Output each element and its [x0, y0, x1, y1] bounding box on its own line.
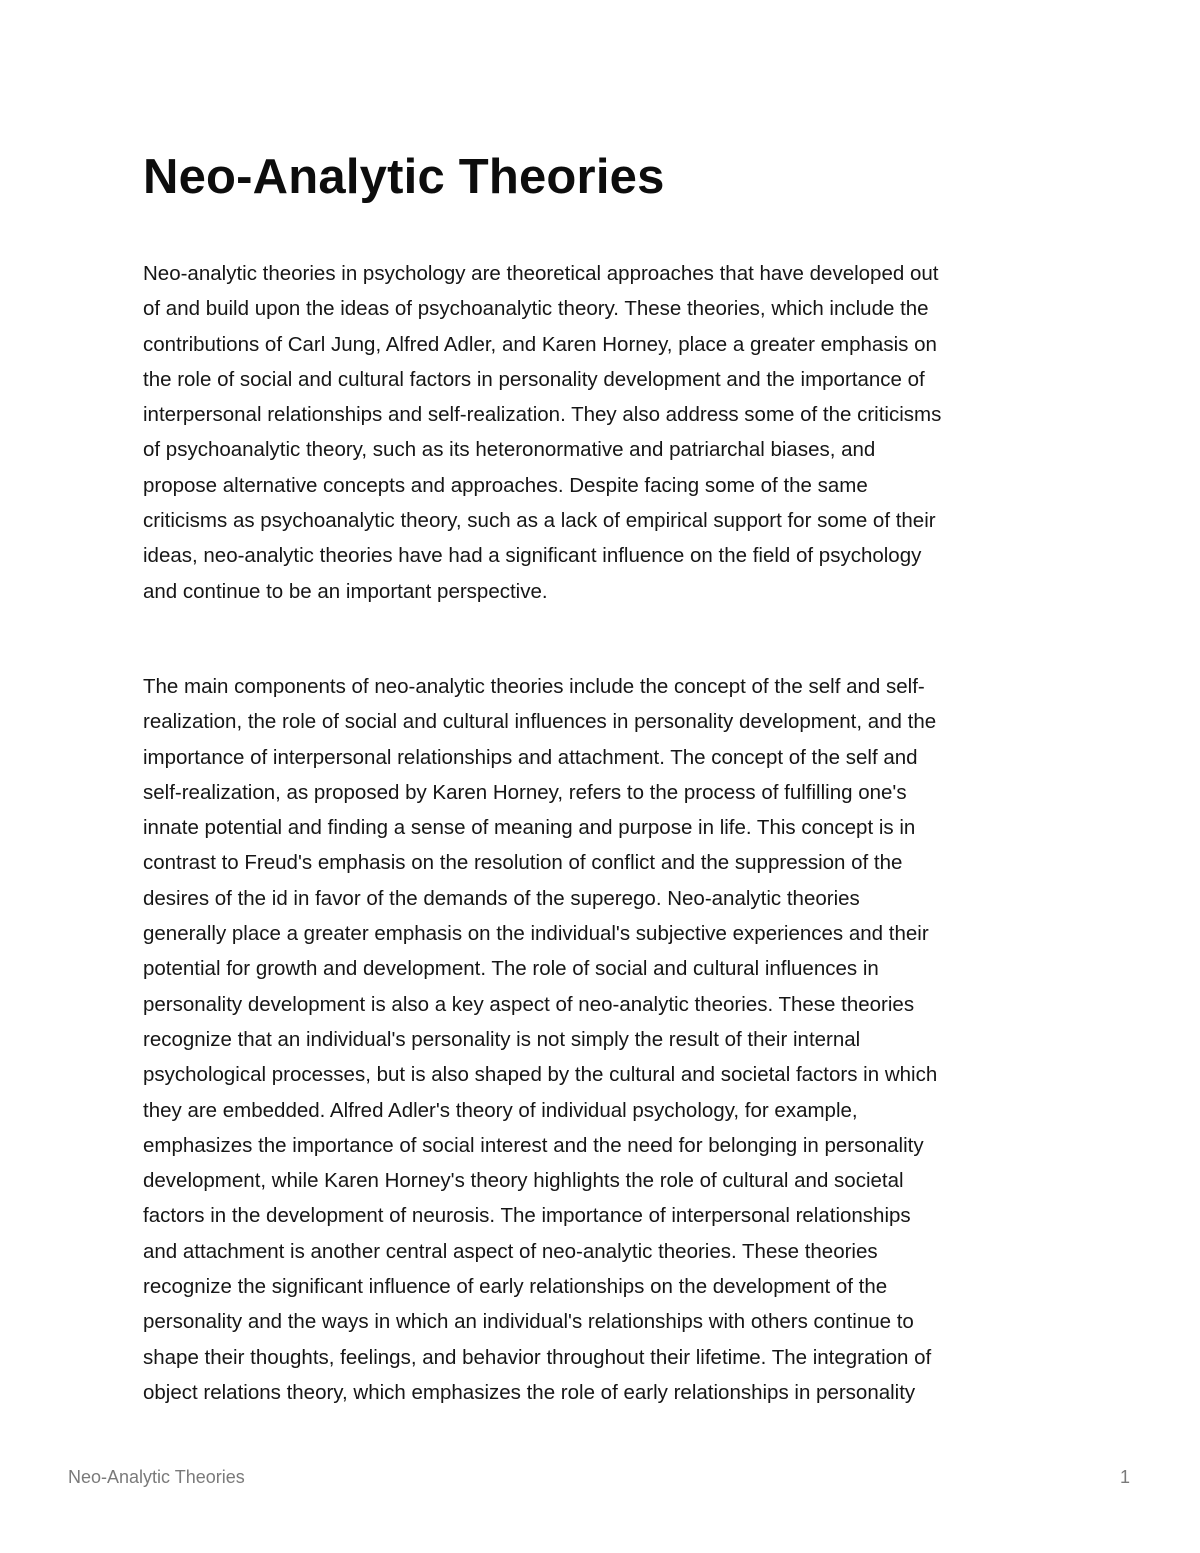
paragraph-line: object relations theory, which emphasizes the role of early relationships in personality [143, 1380, 916, 1404]
paragraph-line: criticisms as psychoanalytic theory, such as a lack of empirical support for some of their [143, 509, 936, 533]
paragraph-line: psychological processes, but is also shaped by the cultural and societal factors in which [143, 1063, 938, 1087]
paragraph-line: recognize the significant influence of early relationships on the development of the [143, 1275, 888, 1299]
paragraph-line: of psychoanalytic theory, such as its heteronormative and patriarchal biases, and [143, 438, 876, 462]
paragraph-line: contrast to Freud's emphasis on the resolution of conflict and the suppression of the [143, 851, 903, 875]
paragraph-line: realization, the role of social and cultural influences in personality development, and the [143, 710, 937, 734]
paragraph-line: personality development is also a key aspect of neo-analytic theories. These theories [143, 992, 915, 1016]
paragraph-line: factors in the development of neurosis. The importance of interpersonal relationships [143, 1204, 911, 1228]
paragraph-line: The main components of neo-analytic theories include the concept of the self and self- [143, 675, 925, 698]
paragraph-line: the role of social and cultural factors in personality development and the importance of [143, 367, 925, 391]
paragraph-line: emphasizes the importance of social interest and the need for belonging in personality [143, 1133, 924, 1157]
page-number: 1 [1119, 1467, 1130, 1487]
paragraph-line: contributions of Carl Jung, Alfred Adler, and Karen Horney, place a greater emphasis on [143, 332, 937, 356]
paragraph-line: development, while Karen Horney's theory highlights the role of cultural and societal [143, 1169, 904, 1193]
paragraph-line: self-realization, as proposed by Karen Horney, refers to the process of fulfilling one's [143, 780, 907, 804]
paragraph-line: of and build upon the ideas of psychoanalytic theory. These theories, which include the [143, 297, 929, 321]
paragraph-line: they are embedded. Alfred Adler's theory of individual psychology, for example, [143, 1098, 858, 1122]
paragraph-line: and continue to be an important perspective. [143, 579, 548, 603]
paragraph-line: interpersonal relationships and self-realization. They also address some of the criticisms [143, 403, 942, 427]
paragraph-line: innate potential and finding a sense of meaning and purpose in life. This concept is in [143, 816, 916, 840]
paragraph-line: shape their thoughts, feelings, and behavior throughout their lifetime. The integration of [143, 1345, 932, 1369]
page-title: Neo-Analytic Theories [143, 150, 665, 204]
paragraph-line: personality and the ways in which an individual's relationships with others continue to [143, 1310, 914, 1334]
footer-title: Neo-Analytic Theories [68, 1467, 245, 1487]
paragraph-line: propose alternative concepts and approaches. Despite facing some of the same [143, 473, 868, 497]
paragraph-line: recognize that an individual's personality is not simply the result of their internal [143, 1027, 861, 1051]
paragraph-line: importance of interpersonal relationships and attachment. The concept of the self and [143, 745, 918, 769]
paragraph-line: ideas, neo-analytic theories have had a significant influence on the field of psychology [143, 544, 922, 568]
paragraph-line: generally place a greater emphasis on the individual's subjective experiences and their [143, 922, 929, 946]
paragraph-intro [143, 256, 1073, 609]
paragraph-line: Neo-analytic theories in psychology are theoretical approaches that have developed out [143, 262, 939, 285]
paragraph-line: potential for growth and development. The role of social and cultural influences in [143, 957, 879, 981]
paragraph-line: and attachment is another central aspect of neo-analytic theories. These theories [143, 1239, 878, 1263]
paragraph-main-components [143, 669, 1073, 1410]
paragraph-line: desires of the id in favor of the demands of the superego. Neo-analytic theories [143, 886, 860, 910]
